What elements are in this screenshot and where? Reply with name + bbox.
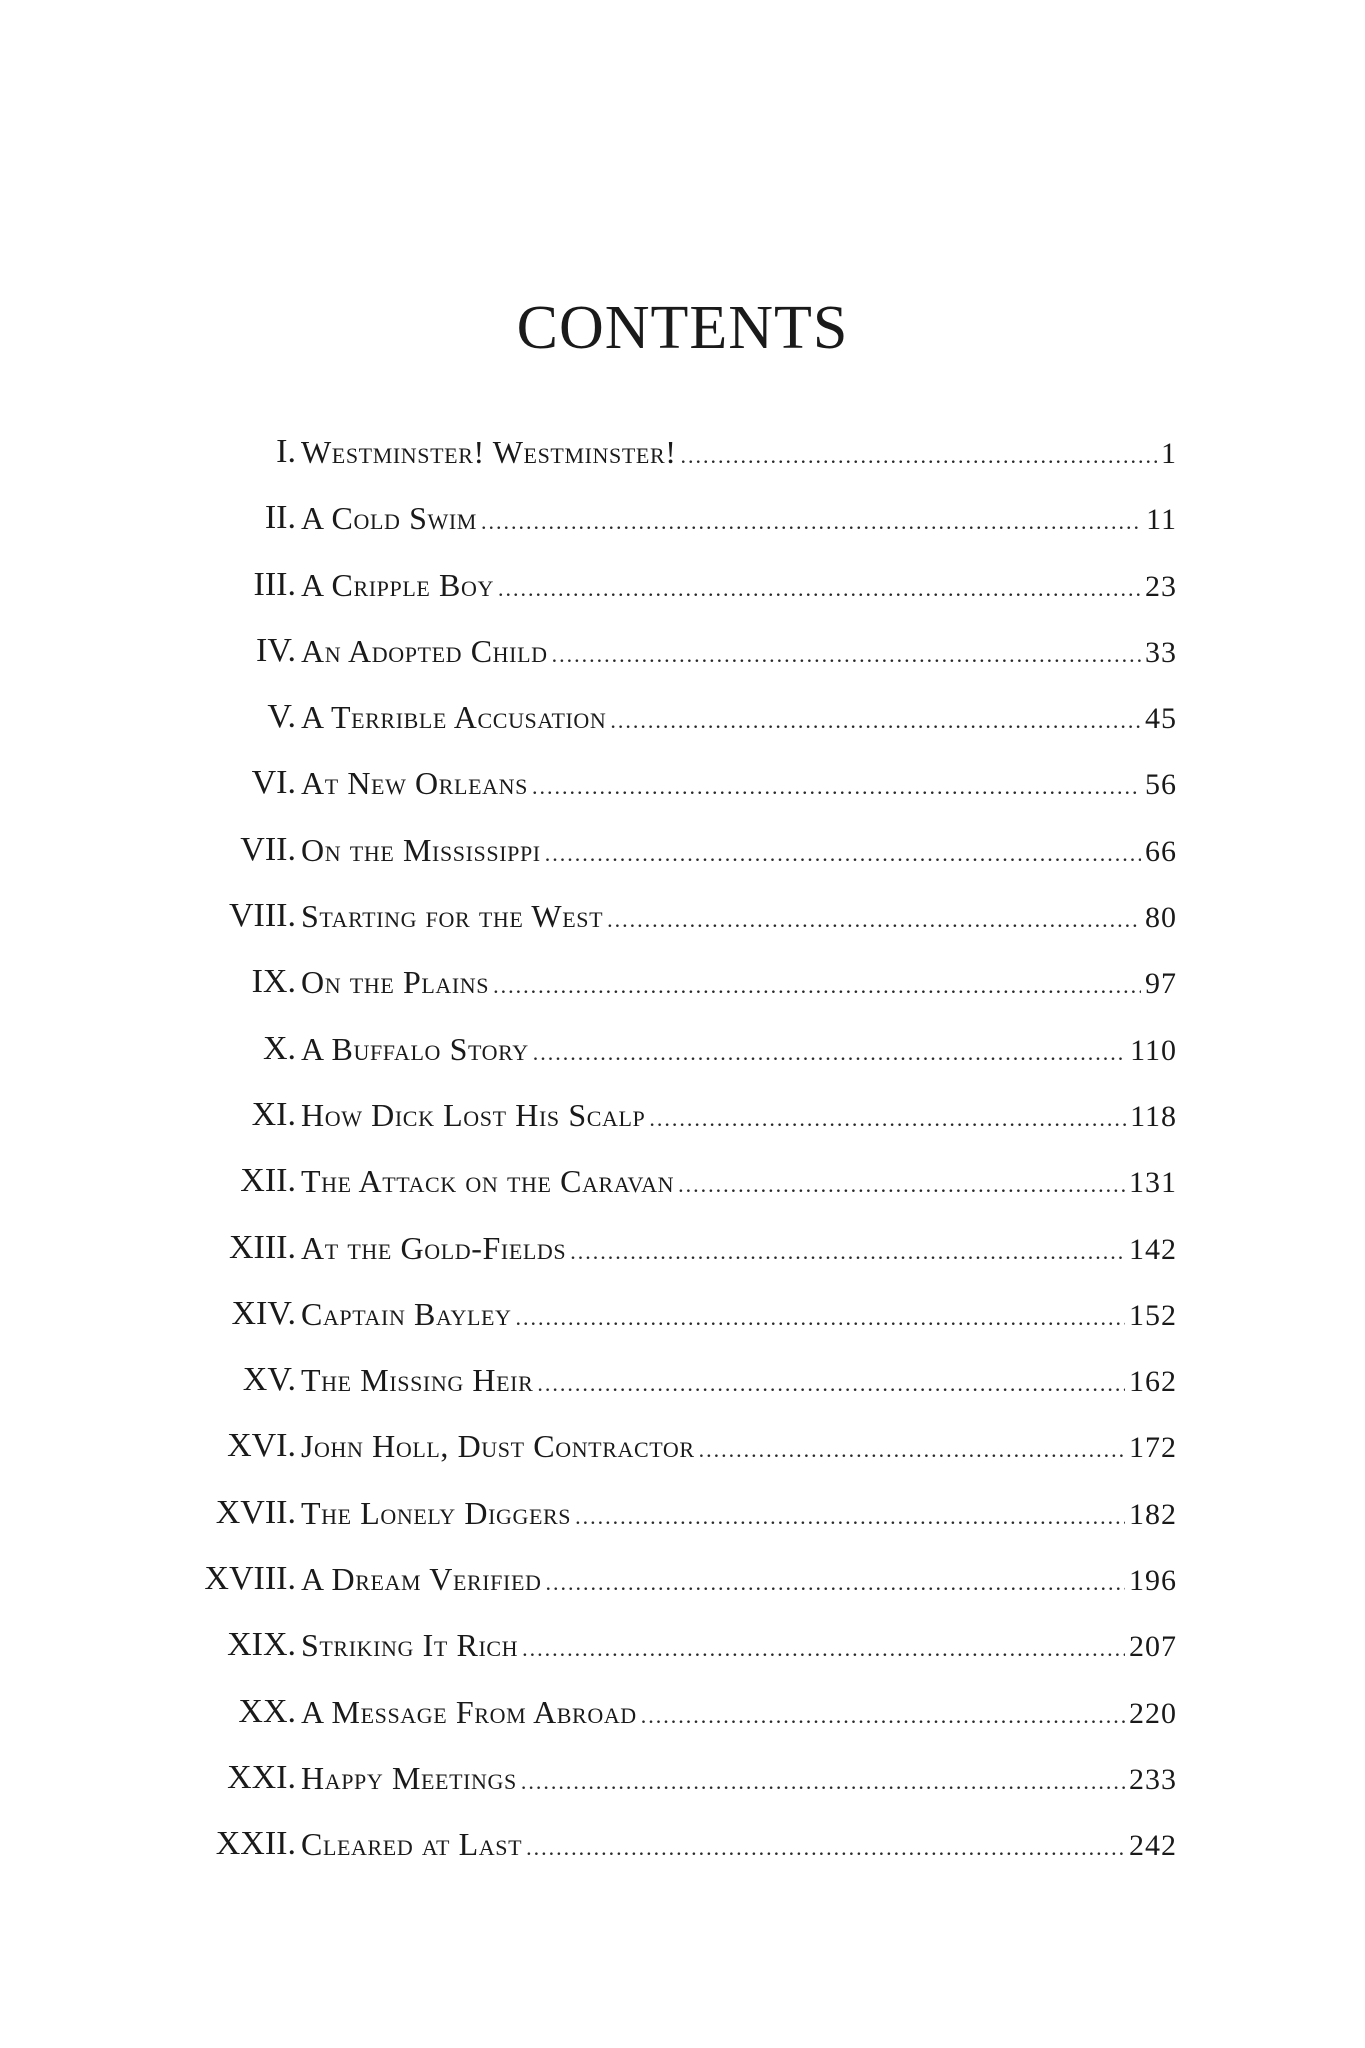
chapter-entry xyxy=(301,629,1177,677)
dot-leader xyxy=(699,1428,1125,1472)
dot-leader xyxy=(481,500,1142,544)
page-number: 172 xyxy=(1129,1431,1177,1465)
chapter-numeral: XV. xyxy=(242,1361,296,1399)
chapter-numeral: XVIII. xyxy=(204,1560,296,1598)
chapter-numeral: I. xyxy=(276,433,296,470)
toc-entry xyxy=(0,563,1365,629)
toc-entry xyxy=(0,1756,1365,1822)
chapter-title: The Attack on the Caravan xyxy=(301,1163,675,1200)
chapter-numeral: XIV. xyxy=(231,1294,296,1332)
dot-leader xyxy=(570,1230,1125,1274)
page-number: 11 xyxy=(1146,503,1177,537)
dot-leader xyxy=(545,832,1141,876)
chapter-entry xyxy=(301,496,1177,544)
chapter-entry xyxy=(301,1424,1177,1472)
chapter-entry xyxy=(301,1557,1177,1605)
dot-leader xyxy=(610,699,1141,743)
chapter-title: Happy Meetings xyxy=(301,1759,517,1796)
page-number: 110 xyxy=(1130,1033,1177,1067)
toc-entry xyxy=(0,761,1365,827)
chapter-entry xyxy=(301,828,1177,876)
toc-entry xyxy=(0,1159,1365,1225)
toc-entry xyxy=(0,695,1365,761)
chapter-entry xyxy=(301,1292,1177,1340)
chapter-title: Captain Bayley xyxy=(301,1295,512,1332)
dot-leader xyxy=(493,964,1141,1008)
page-number: 242 xyxy=(1129,1829,1177,1863)
chapter-numeral: XXII. xyxy=(215,1825,296,1863)
page-number: 80 xyxy=(1145,901,1177,935)
chapter-numeral: IX. xyxy=(251,963,296,1001)
toc-entry xyxy=(0,1027,1365,1093)
chapter-title: A Dream Verified xyxy=(301,1561,542,1598)
chapter-title: A Cold Swim xyxy=(301,500,477,537)
chapter-title: John Holl, Dust Contractor xyxy=(301,1428,695,1465)
dot-leader xyxy=(526,1826,1125,1870)
chapter-numeral: V. xyxy=(267,698,296,736)
chapter-numeral: IV. xyxy=(256,631,296,669)
page-number: 196 xyxy=(1129,1564,1177,1598)
toc-entry xyxy=(0,1822,1365,1888)
chapter-numeral: VIII. xyxy=(228,897,296,935)
dot-leader xyxy=(649,1097,1126,1141)
chapter-title: The Lonely Diggers xyxy=(301,1494,572,1531)
chapter-entry xyxy=(301,1159,1177,1207)
toc-entry xyxy=(0,1623,1365,1689)
chapter-title: Cleared at Last xyxy=(301,1826,523,1863)
toc-entry xyxy=(0,1690,1365,1756)
page-number: 97 xyxy=(1145,967,1177,1001)
chapter-entry xyxy=(301,430,1177,478)
chapter-numeral: XXI. xyxy=(227,1758,296,1796)
toc-entry xyxy=(0,496,1365,562)
dot-leader xyxy=(681,434,1158,478)
dot-leader xyxy=(607,898,1141,942)
dot-leader xyxy=(575,1495,1125,1539)
chapter-numeral: III. xyxy=(253,565,296,603)
page-title: CONTENTS xyxy=(516,294,849,362)
chapter-entry xyxy=(301,1623,1177,1671)
chapter-title: At the Gold-Fields xyxy=(301,1229,567,1266)
dot-leader xyxy=(533,1031,1126,1075)
chapter-title: A Message From Abroad xyxy=(301,1693,637,1730)
page-number: 45 xyxy=(1145,702,1177,736)
chapter-title: A Cripple Boy xyxy=(301,566,494,603)
toc-entry xyxy=(0,430,1365,496)
page-number: 56 xyxy=(1145,768,1177,802)
chapter-entry xyxy=(301,960,1177,1008)
chapter-title: Striking It Rich xyxy=(301,1627,519,1664)
page-number: 182 xyxy=(1129,1497,1177,1531)
table-of-contents xyxy=(0,430,1365,1889)
toc-entry xyxy=(0,1424,1365,1490)
chapter-numeral: VII. xyxy=(240,830,296,868)
toc-entry xyxy=(0,1226,1365,1292)
page-number: 142 xyxy=(1129,1232,1177,1266)
chapter-entry xyxy=(301,894,1177,942)
chapter-numeral: XII. xyxy=(240,1162,296,1200)
dot-leader xyxy=(498,567,1141,611)
page-number: 207 xyxy=(1129,1630,1177,1664)
page-number: 131 xyxy=(1129,1166,1177,1200)
chapter-entry xyxy=(301,1358,1177,1406)
toc-entry xyxy=(0,960,1365,1026)
chapter-numeral: II. xyxy=(264,499,296,537)
toc-entry xyxy=(0,1292,1365,1358)
dot-leader xyxy=(641,1694,1125,1738)
page-number: 33 xyxy=(1145,635,1177,669)
page-number: 233 xyxy=(1129,1762,1177,1796)
dot-leader xyxy=(545,1561,1125,1605)
dot-leader xyxy=(537,1362,1125,1406)
page-number: 220 xyxy=(1129,1696,1177,1730)
page-number: 23 xyxy=(1145,569,1177,603)
toc-entry xyxy=(0,629,1365,695)
chapter-entry xyxy=(301,1756,1177,1804)
chapter-title: A Terrible Accusation xyxy=(301,699,607,736)
dot-leader xyxy=(552,633,1141,677)
chapter-entry xyxy=(301,695,1177,743)
page-number: 66 xyxy=(1145,834,1177,868)
toc-entry xyxy=(0,828,1365,894)
chapter-entry xyxy=(301,1491,1177,1539)
chapter-entry xyxy=(301,1226,1177,1274)
toc-entry xyxy=(0,1491,1365,1557)
chapter-numeral: X. xyxy=(262,1029,296,1067)
chapter-title: On the Mississippi xyxy=(301,831,541,868)
toc-entry xyxy=(0,894,1365,960)
chapter-entry xyxy=(301,1027,1177,1075)
chapter-title: Westminster! Westminster! xyxy=(301,434,677,470)
page-number: 162 xyxy=(1129,1365,1177,1399)
chapter-numeral: XIX. xyxy=(227,1626,296,1664)
chapter-numeral: XIII. xyxy=(228,1228,296,1266)
dot-leader xyxy=(521,1760,1125,1804)
page-number: 1 xyxy=(1161,437,1177,470)
chapter-numeral: XVII. xyxy=(215,1493,296,1531)
chapter-title: On the Plains xyxy=(301,964,490,1001)
dot-leader xyxy=(532,765,1141,809)
chapter-numeral: XVI. xyxy=(227,1427,296,1465)
toc-entry xyxy=(0,1093,1365,1159)
chapter-entry xyxy=(301,1822,1177,1870)
chapter-numeral: XI. xyxy=(251,1095,296,1133)
dot-leader xyxy=(522,1627,1125,1671)
chapter-title: Starting for the West xyxy=(301,898,604,935)
toc-entry xyxy=(0,1358,1365,1424)
chapter-title: A Buffalo Story xyxy=(301,1030,529,1067)
dot-leader xyxy=(516,1296,1125,1340)
chapter-numeral: XX. xyxy=(238,1692,296,1730)
chapter-title: How Dick Lost His Scalp xyxy=(301,1096,646,1133)
dot-leader xyxy=(678,1163,1125,1207)
page-number: 152 xyxy=(1129,1298,1177,1332)
toc-entry xyxy=(0,1557,1365,1623)
chapter-entry xyxy=(301,1690,1177,1738)
chapter-entry xyxy=(301,563,1177,611)
chapter-title: At New Orleans xyxy=(301,765,528,802)
page-number: 118 xyxy=(1130,1099,1177,1133)
chapter-title: An Adopted Child xyxy=(301,632,548,669)
chapter-title: The Missing Heir xyxy=(301,1362,534,1399)
chapter-numeral: VI. xyxy=(251,764,296,802)
chapter-entry xyxy=(301,761,1177,809)
chapter-entry xyxy=(301,1093,1177,1141)
